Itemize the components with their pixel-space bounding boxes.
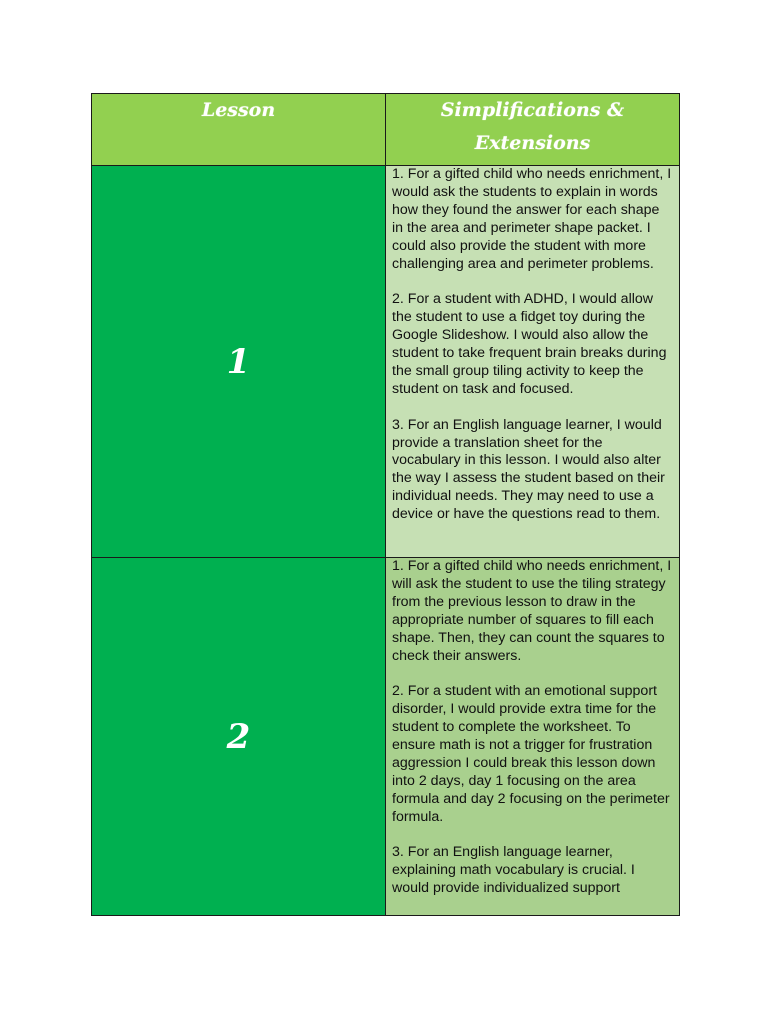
header-lesson-label: Lesson [201, 99, 276, 121]
paragraph: 1. For a gifted child who needs enrichment, I will ask the student to use the tiling strategy from the previous lesson to draw in the appropriate number of squares to fill each shape. Then, they can count the squares to check their answers. [392, 558, 672, 664]
table-row [92, 558, 680, 916]
paragraph: 2. For a student with an emotional support disorder, I would provide extra time for the student to complete the worksheet. To ensure math is not a trigger for frustration aggression I could break this lesson down into 2 days, day 1 focusing on the area formula and day 2 focusing on the perimeter formula. [392, 683, 670, 825]
paragraph: 2. For a student with ADHD, I would allow the student to use a fidget toy during the Google Slideshow. I would also allow the student to take frequent brain breaks during the small group tiling activity to keep the student on task and focused. [392, 291, 667, 397]
paragraph: 3. For an English language learner, I would provide a translation sheet for the vocabulary in this lesson. I would also alter the way I assess the student based on their individual needs. They may need to use a device or have the questions read to them. [392, 416, 665, 523]
lesson-number-cell [92, 166, 386, 558]
table-header-row [92, 94, 680, 166]
lesson-number: 1 [226, 341, 251, 382]
lesson-number: 2 [226, 716, 251, 757]
simplifications-cell [386, 166, 680, 558]
paragraph: 3. For an English language learner, explaining math vocabulary is crucial. I would provide individualized support [392, 844, 635, 897]
paragraph: 1. For a gifted child who needs enrichment, I would ask the students to explain in words how they found the answer for each shape in the area and perimeter shape packet. I could also provide the student with more challenging area and perimeter problems. [392, 166, 672, 272]
header-lesson [92, 94, 386, 166]
header-simplifications-label: Simplifications & Extensions [440, 99, 625, 154]
lesson-number-cell [92, 558, 386, 916]
simplifications-cell [386, 558, 680, 916]
table-row [92, 166, 680, 558]
header-simplifications [386, 94, 680, 166]
lesson-table [91, 93, 680, 916]
